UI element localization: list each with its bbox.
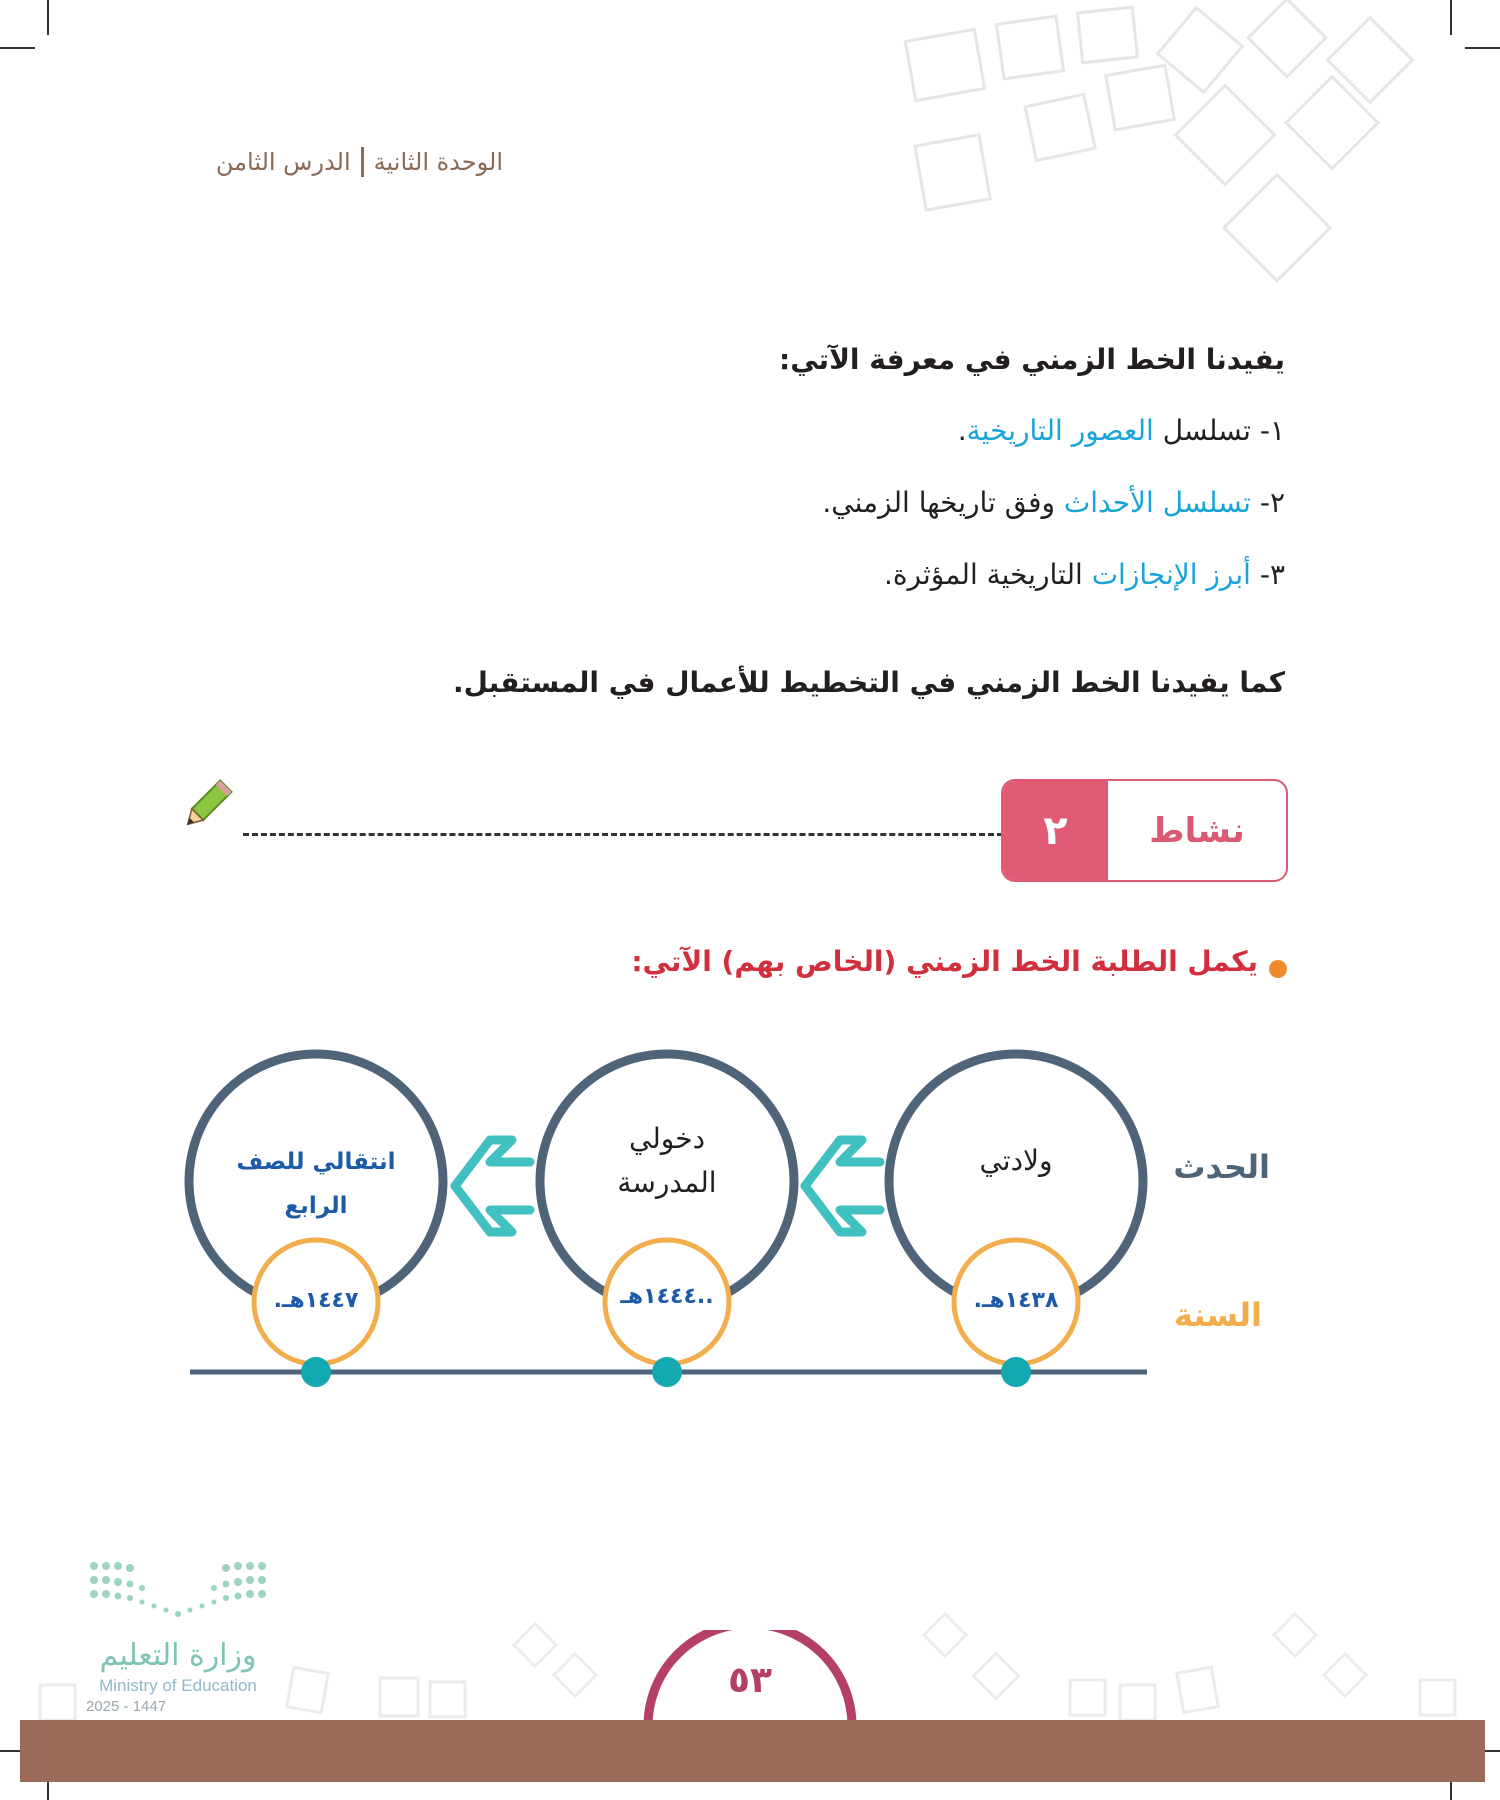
ministry-logo-icon bbox=[86, 1558, 270, 1630]
year-text: ١٤٤٧هـ. bbox=[273, 1288, 359, 1313]
event-text bbox=[567, 1117, 767, 1205]
year-text: ١٤٣٨هـ. bbox=[973, 1288, 1059, 1313]
activity-label: نشاط bbox=[1149, 810, 1245, 851]
list-item-highlight: أبرز الإنجازات bbox=[1091, 558, 1251, 591]
list-item-highlight: تسلسل الأحداث bbox=[1063, 486, 1251, 519]
list-item-number: ٢- bbox=[1259, 486, 1285, 519]
timeline-dot bbox=[301, 1357, 331, 1387]
event-line: دخولي bbox=[628, 1122, 706, 1155]
lesson-title: الدرس الثامن bbox=[215, 148, 351, 176]
event-line: المدرسة bbox=[617, 1166, 717, 1199]
year-text: ..١٤٤٤هـ bbox=[620, 1284, 714, 1309]
ministry-name-arabic: وزارة التعليم bbox=[99, 1638, 257, 1673]
arrow-left-icon bbox=[455, 1140, 530, 1232]
list-item-post: التاريخية المؤثرة. bbox=[883, 558, 1092, 591]
list-item-number: ٣- bbox=[1259, 558, 1285, 591]
event-text bbox=[206, 1140, 426, 1228]
year-row-label: السنة bbox=[1173, 1296, 1262, 1334]
list-item-highlight: العصور التاريخية bbox=[966, 414, 1154, 447]
event-row-label: الحدث bbox=[1173, 1148, 1270, 1186]
event-line: ولادتي bbox=[979, 1144, 1053, 1177]
list-item-post: . bbox=[957, 414, 967, 447]
activity-instruction: يكمل الطلبة الخط الزمني (الخاص بهم) الآتي: bbox=[631, 945, 1258, 978]
page-number: ٥٣ bbox=[728, 1660, 772, 1701]
intro-text: يفيدنا الخط الزمني في معرفة الآتي: bbox=[779, 343, 1285, 376]
footer-bar bbox=[20, 1720, 1485, 1782]
list-item-post: وفق تاريخها الزمني. bbox=[822, 486, 1064, 519]
list-item-number: ١- bbox=[1259, 414, 1285, 447]
timeline-dot bbox=[652, 1357, 682, 1387]
event-line: انتقالي للصف الرابع bbox=[236, 1149, 396, 1219]
unit-title: الوحدة الثانية bbox=[373, 148, 503, 176]
planning-text: كما يفيدنا الخط الزمني في التخطيط للأعمال في المستقبل. bbox=[453, 666, 1285, 699]
event-text bbox=[916, 1139, 1116, 1183]
timeline-dot bbox=[1001, 1357, 1031, 1387]
ministry-year: 2025 - 1447 bbox=[86, 1698, 167, 1715]
list-item-pre: تسلسل bbox=[1153, 414, 1260, 447]
ministry-name-english: Ministry of Education bbox=[99, 1676, 257, 1695]
activity-number: ٢ bbox=[1003, 781, 1108, 880]
arrow-left-icon bbox=[805, 1140, 880, 1232]
